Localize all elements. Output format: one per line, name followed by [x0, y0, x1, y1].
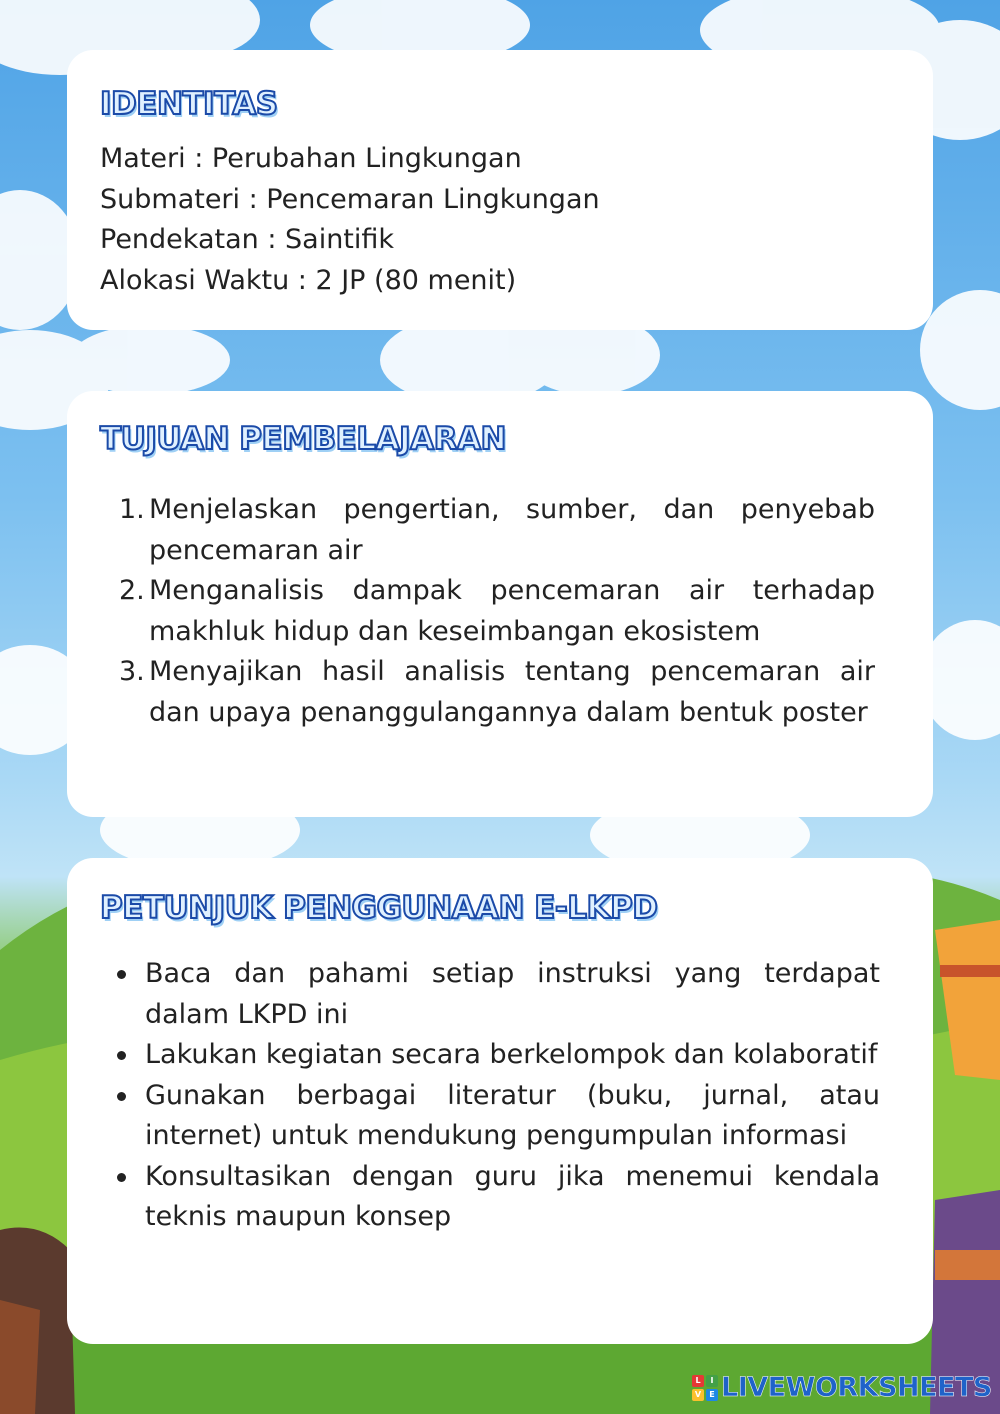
liveworksheets-logo-icon	[692, 1375, 718, 1401]
tujuan-item	[119, 571, 875, 652]
petunjuk-heading: PETUNJUK PENGGUNAAN E-LKPD	[100, 890, 658, 926]
identitas-card	[67, 50, 933, 330]
bullet-icon	[117, 970, 126, 979]
identitas-alokasi-waktu: Alokasi Waktu : 2 JP (80 menit)	[100, 264, 517, 296]
bullet-icon	[117, 1173, 126, 1182]
petunjuk-item-text: Gunakan berbagai literatur (buku, jurnal, atau internet) untuk mendukung pengumpulan informasi	[145, 1079, 880, 1151]
petunjuk-card	[67, 858, 933, 1344]
tujuan-item-number: 2.	[119, 575, 145, 606]
logo-letter: L	[692, 1375, 704, 1387]
petunjuk-item-text: Baca dan pahami setiap instruksi yang terdapat dalam LKPD ini	[145, 958, 880, 1030]
petunjuk-item	[115, 1035, 880, 1076]
petunjuk-item-text: Lakukan kegiatan secara berkelompok dan kolaboratif	[145, 1039, 878, 1070]
bullet-icon	[117, 1092, 126, 1101]
tujuan-list	[119, 490, 875, 733]
tujuan-heading: TUJUAN PEMBELAJARAN	[100, 421, 506, 457]
petunjuk-item-text: Konsultasikan dengan guru jika menemui kendala teknis maupun konsep	[145, 1160, 880, 1232]
tujuan-pembelajaran-card	[67, 391, 933, 817]
petunjuk-item	[115, 1076, 880, 1157]
petunjuk-list	[115, 954, 880, 1238]
tujuan-item	[119, 490, 875, 571]
tujuan-item-text: Menjelaskan pengertian, sumber, dan penyebab pencemaran air	[149, 494, 875, 566]
petunjuk-item	[115, 954, 880, 1035]
identitas-pendekatan: Pendekatan : Saintifik	[100, 224, 395, 255]
tujuan-item-text: Menyajikan hasil analisis tentang pencemaran air dan upaya penanggulangannya dalam bentuk poster	[149, 656, 875, 728]
tujuan-item-number: 3.	[119, 656, 145, 687]
bullet-icon	[117, 1051, 126, 1060]
figure-left-decoration	[0, 1228, 75, 1414]
logo-letter: I	[706, 1375, 718, 1387]
liveworksheets-text: LIVEWORKSHEETS	[721, 1372, 992, 1403]
identitas-heading: IDENTITAS	[100, 86, 278, 122]
petunjuk-item	[115, 1157, 880, 1238]
tujuan-item	[119, 652, 875, 733]
tujuan-item-text: Menganalisis dampak pencemaran air terhadap makhluk hidup dan keseimbangan ekosistem	[149, 575, 875, 647]
identitas-submateri: Submateri : Pencemaran Lingkungan	[100, 183, 600, 215]
identitas-materi: Materi : Perubahan Lingkungan	[100, 143, 522, 174]
logo-letter: V	[692, 1389, 704, 1401]
logo-letter: E	[706, 1389, 718, 1401]
tujuan-item-number: 1.	[119, 494, 145, 525]
identitas-details	[100, 139, 600, 301]
liveworksheets-watermark[interactable]	[692, 1372, 992, 1403]
